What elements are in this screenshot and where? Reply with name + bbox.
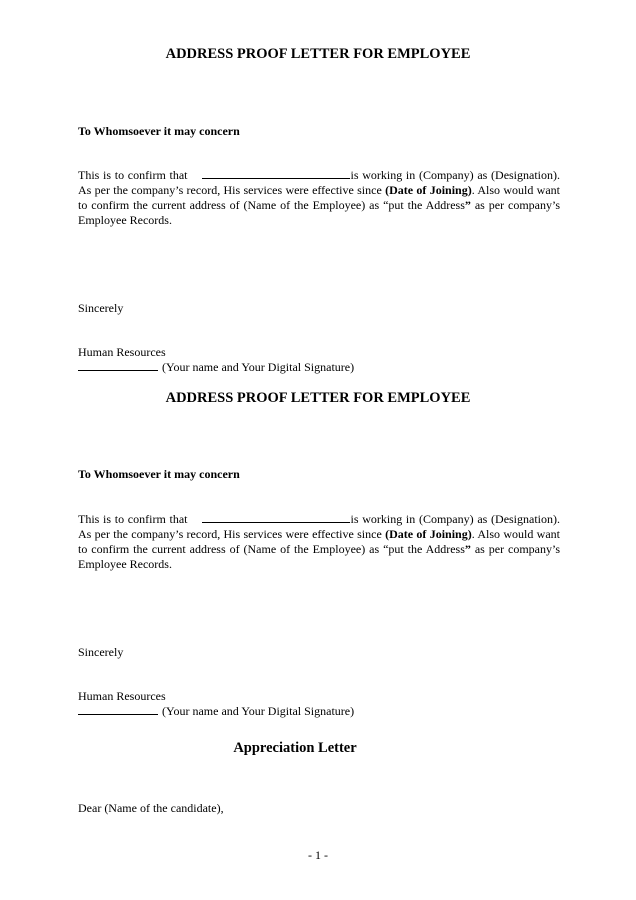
section2-department: Human Resources [78,689,166,703]
section2-text-d: as per company’s Employee Records. [78,542,560,571]
section1-body-paragraph [78,168,560,228]
section2-text-b: is working in (Company) as (Designation). As per the company’s record, His services were effective since [78,512,561,541]
section1-text-a: This is to confirm that [78,168,188,182]
section1-signature-blank [78,360,158,371]
section1-text-d: as per company’s Employee Records. [78,198,560,227]
section2-text-c: . Also would want to confirm the current address of (Name of the Employee) as “put the Address [78,527,560,556]
appreciation-title: Appreciation Letter [233,740,357,756]
section1-department: Human Resources [78,345,166,359]
section1-salutation: To Whomsoever it may concern [78,124,240,138]
section1-signature-line [78,360,354,375]
section2-signature-line [78,704,354,719]
section1-text-c: . Also would want to confirm the current address of (Name of the Employee) as “put the Address [78,183,560,212]
appreciation-greeting: Dear (Name of the candidate), [78,801,224,815]
section2-closing: Sincerely [78,645,124,659]
section2-text-a: This is to confirm that [78,512,188,526]
section2-body-paragraph [78,512,560,572]
section2-title: ADDRESS PROOF LETTER FOR EMPLOYEE [165,390,471,406]
section1-signature-text: (Your name and Your Digital Signature) [162,360,355,374]
section2-date-of-joining: (Date of Joining) [385,527,472,541]
section1-closing: Sincerely [78,301,124,315]
section1-quote-close: ” [464,198,471,212]
section2-signature-text: (Your name and Your Digital Signature) [162,704,355,718]
section2-quote-close: ” [464,542,471,556]
section2-name-blank [202,512,350,523]
section1-text-b: is working in (Company) as (Designation). As per the company’s record, His services were effective since [78,168,561,197]
section1-name-blank [202,168,350,179]
page-number: - 1 - [308,848,328,862]
section2-salutation: To Whomsoever it may concern [78,467,240,481]
section1-title: ADDRESS PROOF LETTER FOR EMPLOYEE [165,46,471,62]
section1-date-of-joining: (Date of Joining) [385,183,472,197]
section2-signature-blank [78,704,158,715]
